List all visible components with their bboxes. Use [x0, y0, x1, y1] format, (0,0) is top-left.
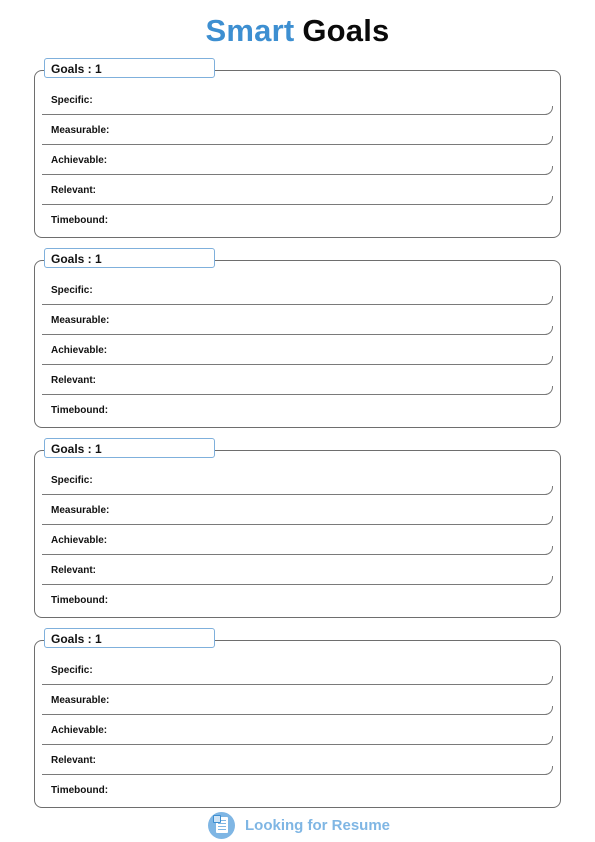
goal-field[interactable]	[42, 312, 553, 335]
field-label: Measurable:	[51, 505, 110, 516]
footer	[0, 812, 595, 840]
field-label: Achievable:	[51, 345, 108, 356]
goal-tab: Goals : 1	[44, 58, 215, 78]
goal-field[interactable]	[42, 282, 553, 305]
field-label: Achievable:	[51, 155, 108, 166]
goal-field[interactable]	[42, 402, 552, 424]
field-label: Achievable:	[51, 725, 108, 736]
title-smart: Smart	[205, 13, 295, 48]
page-title	[0, 12, 595, 50]
field-label: Measurable:	[51, 125, 110, 136]
footer-brand: Looking for Resume	[245, 817, 391, 834]
goal-field[interactable]	[42, 722, 553, 745]
field-label: Relevant:	[51, 185, 97, 196]
field-label: Timebound:	[51, 405, 109, 416]
goal-field[interactable]	[42, 182, 553, 205]
field-label: Relevant:	[51, 755, 97, 766]
goal-field[interactable]	[42, 662, 553, 685]
field-label: Relevant:	[51, 375, 97, 386]
goal-field[interactable]	[42, 92, 553, 115]
goal-field[interactable]	[42, 752, 553, 775]
field-label: Specific:	[51, 665, 93, 676]
field-label: Achievable:	[51, 535, 108, 546]
goal-field[interactable]	[42, 592, 552, 614]
goal-field[interactable]	[42, 782, 552, 804]
title-goals: Goals	[302, 13, 390, 48]
goal-field[interactable]	[42, 372, 553, 395]
goal-tab: Goals : 1	[44, 248, 215, 268]
goal-section	[34, 248, 561, 428]
field-label: Timebound:	[51, 215, 109, 226]
field-label: Specific:	[51, 95, 93, 106]
field-label: Relevant:	[51, 565, 97, 576]
field-label: Measurable:	[51, 695, 110, 706]
resume-logo-icon	[208, 812, 235, 839]
goal-field[interactable]	[42, 472, 553, 495]
goal-tab: Goals : 1	[44, 438, 215, 458]
goal-field[interactable]	[42, 152, 553, 175]
goal-field[interactable]	[42, 692, 553, 715]
goal-section	[34, 58, 561, 238]
goal-field[interactable]	[42, 532, 553, 555]
field-label: Specific:	[51, 285, 93, 296]
goal-field[interactable]	[42, 342, 553, 365]
goal-field[interactable]	[42, 212, 552, 234]
goal-section	[34, 628, 561, 808]
goal-field[interactable]	[42, 502, 553, 525]
goal-field[interactable]	[42, 122, 553, 145]
goal-tab: Goals : 1	[44, 628, 215, 648]
field-label: Timebound:	[51, 785, 109, 796]
field-label: Specific:	[51, 475, 93, 486]
goal-section	[34, 438, 561, 618]
field-label: Measurable:	[51, 315, 110, 326]
goal-field[interactable]	[42, 562, 553, 585]
field-label: Timebound:	[51, 595, 109, 606]
